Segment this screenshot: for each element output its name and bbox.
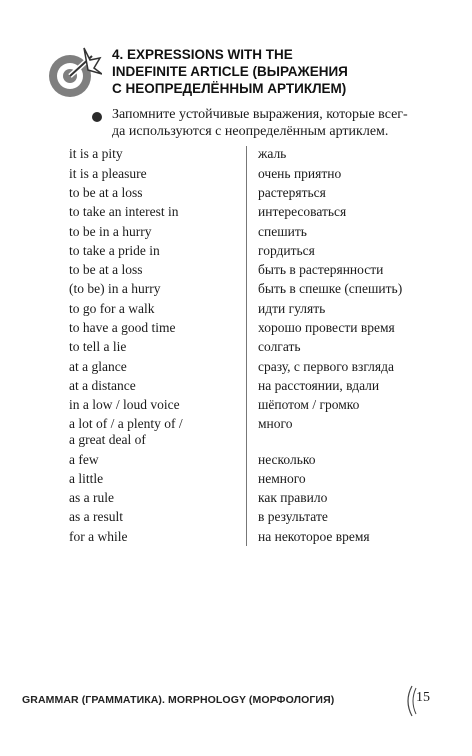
english-phrase-line: as a result [69,509,123,524]
english-phrase-line: a great deal of [69,432,146,447]
english-phrase-line: as a rule [69,490,114,505]
english-phrase-line: for a while [69,529,128,544]
english-phrase-line: a little [69,471,104,486]
russian-translation: много [258,416,293,431]
english-phrase-line: (to be) in a hurry [69,281,161,296]
english-phrase [69,378,239,394]
russian-translation: гордиться [258,243,315,258]
english-phrase-line: to have a good time [69,320,176,335]
english-phrase-line: to be in a hurry [69,224,152,239]
russian-translation: сразу, с первого взгляда [258,359,394,374]
english-phrase-line: to tell a lie [69,339,127,354]
english-phrase [69,471,239,487]
english-phrase-line: to be at a loss [69,185,143,200]
russian-translation: хорошо провести время [258,320,395,335]
english-phrase [69,509,239,525]
russian-translation: в результате [258,509,328,524]
section-title [112,46,372,97]
english-phrase-line: it is a pleasure [69,166,147,181]
english-phrase-line: at a distance [69,378,136,393]
russian-translation: на расстоянии, вдали [258,378,380,393]
english-phrase [69,146,239,162]
russian-translation: быть в растерянности [258,262,384,277]
english-phrase [69,490,239,506]
bullet-icon [92,112,102,122]
english-phrase [69,224,239,240]
russian-translation: очень приятно [258,166,342,181]
english-phrase-line: a lot of / a plenty of / [69,416,183,431]
english-phrase-line: a few [69,452,99,467]
english-phrase [69,262,239,278]
english-phrase-line: to take an interest in [69,204,179,219]
russian-translation: на некоторое время [258,529,370,544]
english-phrase [69,416,239,448]
english-phrase [69,359,239,375]
intro-text [112,106,432,140]
russian-translation: солгать [258,339,301,354]
russian-translation: жаль [258,146,287,161]
russian-translation: растеряться [258,185,326,200]
section-title-line: 4. EXPRESSIONS WITH THE [112,47,293,62]
russian-translation: интересоваться [258,204,347,219]
intro-line: да используются с неопределённым артиклем. [112,124,389,139]
english-phrase-line: to go for a walk [69,301,155,316]
running-footer: GRAMMAR (ГРАММАТИКА). MORPHOLOGY (МОРФОЛОГИЯ) [22,694,335,706]
section-title-line: INDEFINITE ARTICLE (ВЫРАЖЕНИЯ [112,64,348,79]
russian-translation: шёпотом / громко [258,397,360,412]
russian-translation: как правило [258,490,328,505]
english-phrase-line: in a low / loud voice [69,397,180,412]
english-phrase [69,320,239,336]
russian-translation: быть в спешке (спешить) [258,281,403,296]
russian-translation: немного [258,471,306,486]
english-phrase [69,166,239,182]
target-arrow-icon [46,44,102,100]
english-phrase [69,301,239,317]
english-phrase [69,397,239,413]
english-phrase [69,529,239,545]
russian-translation: спешить [258,224,307,239]
english-phrase [69,185,239,201]
russian-translation: несколько [258,452,316,467]
english-phrase [69,281,239,297]
english-phrase-line: at a glance [69,359,127,374]
english-phrase-line: it is a pity [69,146,123,161]
english-phrase [69,204,239,220]
intro-line: Запомните устойчивые выражения, которые всег- [112,107,408,122]
english-phrase [69,243,239,259]
page-number: 15 [416,690,430,705]
section-title-line: С НЕОПРЕДЕЛЁННЫМ АРТИКЛЕМ) [112,81,347,96]
column-divider [246,146,247,546]
english-phrase-line: to take a pride in [69,243,160,258]
russian-translation: идти гулять [258,301,326,316]
english-phrase-line: to be at a loss [69,262,143,277]
english-phrase [69,452,239,468]
english-phrase [69,339,239,355]
